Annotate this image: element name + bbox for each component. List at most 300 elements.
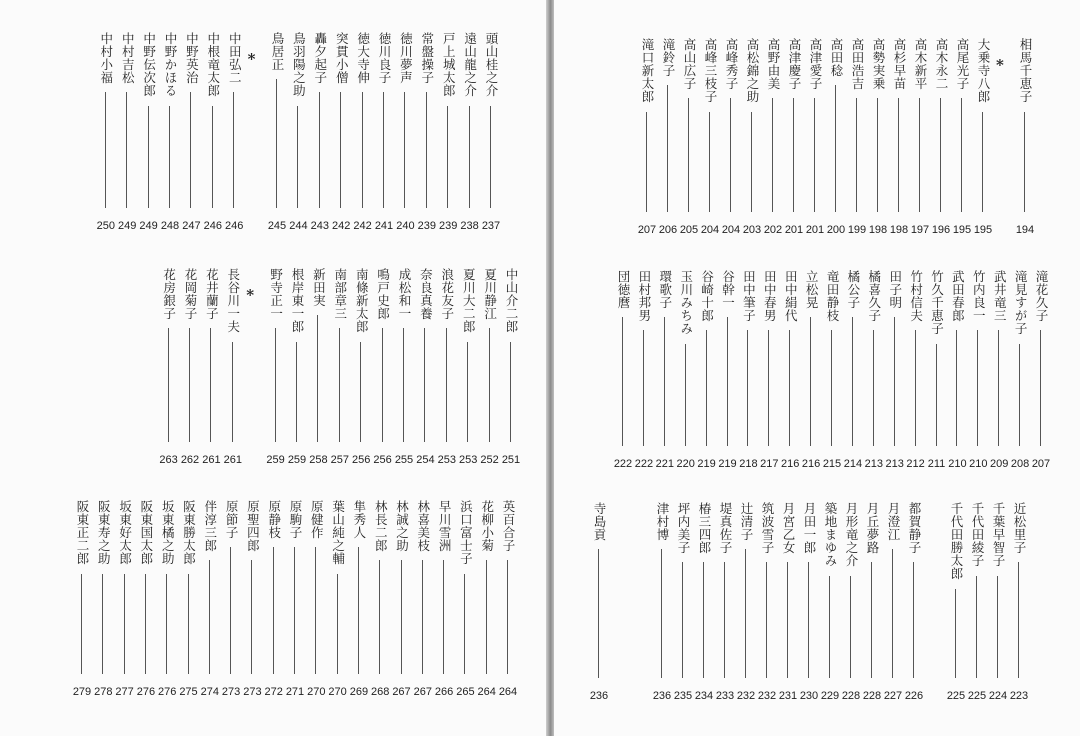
leader-line <box>276 79 277 209</box>
page-number: 216 <box>801 458 821 470</box>
leader-line <box>212 106 213 209</box>
entry-name: 高松錦之助 <box>745 38 760 103</box>
entry-name: 立松晃 <box>804 270 820 309</box>
leader-line <box>789 330 790 446</box>
entry-name: 原節子 <box>224 500 240 539</box>
index-entry <box>737 270 759 474</box>
entry-name: 月宮乙女 <box>781 502 796 554</box>
index-entry <box>951 38 973 240</box>
leader-line <box>148 106 149 209</box>
page-number: 259 <box>266 454 285 466</box>
index-entry <box>373 32 395 236</box>
leader-line <box>358 547 359 675</box>
index-entry <box>735 502 757 706</box>
index-entry <box>265 268 287 470</box>
index-entry <box>497 500 519 702</box>
index-entry <box>926 270 948 474</box>
page-number: 234 <box>694 690 714 702</box>
entry-name: 中田弘二 <box>227 32 243 84</box>
entry-name: 橘喜久子 <box>866 270 882 322</box>
index-entry <box>654 270 676 474</box>
leader-line <box>787 562 788 678</box>
index-entry <box>636 38 658 240</box>
page-number: 267 <box>392 686 411 698</box>
entry-name: 月澄江 <box>886 502 901 541</box>
entry-name: 筑波雪子 <box>760 502 775 554</box>
entry-name: 林長二郎 <box>373 500 389 552</box>
leader-line <box>362 92 363 208</box>
index-entry <box>783 38 805 240</box>
leader-line <box>126 92 127 208</box>
leader-line <box>209 560 210 674</box>
index-entry <box>287 32 309 236</box>
leader-line <box>643 330 644 446</box>
leader-line <box>467 342 468 443</box>
entry-name: 滝口新太郎 <box>640 38 655 103</box>
leader-line <box>961 98 962 212</box>
page-number: 232 <box>757 690 777 702</box>
entry-name: 南部章三 <box>332 268 348 320</box>
leader-line <box>230 547 231 675</box>
leader-line <box>275 328 276 442</box>
leader-line <box>852 317 853 447</box>
page-number: 262 <box>180 454 200 466</box>
index-entry <box>903 502 925 706</box>
page-number: 196 <box>931 224 951 236</box>
page-number: 207 <box>1031 458 1051 470</box>
entry-name: 田子明 <box>887 270 903 309</box>
entry-name: 武井竜三 <box>992 270 1008 322</box>
page-number: 241 <box>374 220 394 232</box>
index-entry <box>352 32 374 236</box>
index-entry <box>263 500 285 702</box>
index-entry <box>678 38 700 240</box>
index-entry <box>286 268 308 470</box>
index-entry <box>416 32 438 236</box>
index-entry <box>348 500 370 702</box>
entry-name: 高田稔 <box>829 38 844 77</box>
entry-name: 葉山純之輔 <box>330 500 346 565</box>
entry-name: 高峰三枝子 <box>703 38 718 103</box>
entry-name: 戸上城太郎 <box>441 32 457 97</box>
page-number: 204 <box>700 224 720 236</box>
index-entry <box>672 502 694 706</box>
entry-name: 原静枝 <box>266 500 282 539</box>
index-entry <box>821 270 843 474</box>
entry-name: 高野由美 <box>766 38 781 90</box>
index-entry <box>433 500 455 702</box>
leader-line <box>447 106 448 209</box>
entry-name: 轟夕起子 <box>312 32 328 84</box>
entry-name: 原健作 <box>309 500 325 539</box>
page-number: 208 <box>1010 458 1030 470</box>
page-number: 226 <box>904 690 924 702</box>
leader-line <box>730 98 731 212</box>
entry-name: 鳥居正 <box>270 32 285 71</box>
page-number: 218 <box>739 458 758 470</box>
leader-line <box>835 85 836 213</box>
entry-name: 阪東寿之助 <box>96 500 112 565</box>
entry-name: 高津愛子 <box>808 38 823 90</box>
page-number: 198 <box>868 224 888 236</box>
page-number: 237 <box>481 220 501 232</box>
entry-name: 遠山龍之介 <box>462 32 478 97</box>
index-entry <box>945 502 967 706</box>
page-number: 227 <box>883 690 903 702</box>
index-entry <box>223 32 245 236</box>
entry-name: 辻清子 <box>739 502 754 541</box>
page-number: 271 <box>285 686 305 698</box>
entry-name: 滝見すが子 <box>1013 270 1029 335</box>
leader-line <box>898 98 899 212</box>
index-entry <box>241 500 263 702</box>
index-entry <box>987 502 1009 706</box>
index-entry <box>798 502 820 706</box>
entry-name: 頭山桂之介 <box>484 32 499 97</box>
index-entry <box>200 268 222 470</box>
index-entry <box>756 502 778 706</box>
entry-name: 月丘夢路 <box>865 502 880 554</box>
entry-name: 成松和一 <box>397 268 412 320</box>
page-number: 231 <box>778 690 798 702</box>
page-number: 211 <box>927 458 946 470</box>
page-number: 194 <box>1015 224 1035 236</box>
entry-name: 高津慶子 <box>787 38 802 90</box>
index-entry <box>846 38 868 240</box>
entry-name: 高木永二 <box>934 38 949 90</box>
leader-line <box>892 549 893 679</box>
page-number: 195 <box>952 224 972 236</box>
leader-line <box>315 547 316 675</box>
page-number: 215 <box>822 458 842 470</box>
page-number: 210 <box>969 458 988 470</box>
entry-name: 田中絹代 <box>783 270 799 322</box>
index-entry <box>884 270 906 474</box>
leader-line <box>664 317 665 447</box>
page-number: 201 <box>805 224 825 236</box>
page-number: 238 <box>460 220 479 232</box>
entry-name: 椿三四郎 <box>697 502 712 554</box>
entry-name: 近松里子 <box>1012 502 1027 554</box>
leader-line <box>337 574 338 675</box>
index-entry <box>391 500 413 702</box>
leader-line <box>751 112 752 213</box>
entry-name: 坂東橘之助 <box>160 500 176 565</box>
page-number: 232 <box>736 690 756 702</box>
entry-name: 千代田綾子 <box>970 502 985 567</box>
page-number: 258 <box>309 454 328 466</box>
leader-line <box>661 549 662 679</box>
index-entry <box>199 500 221 702</box>
page-number: 225 <box>946 690 966 702</box>
leader-line <box>977 330 978 446</box>
index-entry <box>92 500 114 702</box>
page-number: 265 <box>456 686 475 698</box>
entry-name: 谷幹一 <box>720 270 736 309</box>
leader-line <box>622 317 623 447</box>
index-entry <box>612 270 634 474</box>
leader-line <box>982 112 983 213</box>
leader-line <box>976 576 977 679</box>
index-entry <box>842 270 864 474</box>
page-number: 270 <box>307 686 326 698</box>
page-number: 205 <box>679 224 699 236</box>
page-number: 267 <box>413 686 432 698</box>
leader-line <box>1040 330 1041 446</box>
page-number: 256 <box>373 454 392 466</box>
index-entry <box>414 268 436 470</box>
entry-name: 野寺正一 <box>268 268 284 320</box>
leader-line <box>998 330 999 446</box>
leader-line <box>317 315 318 443</box>
page-number: 200 <box>826 224 846 236</box>
entry-name: 伴淳三郎 <box>202 500 218 552</box>
index-entry <box>178 500 200 702</box>
page-number: 230 <box>799 690 819 702</box>
entry-name: 田中春男 <box>762 270 778 322</box>
page-number: 198 <box>889 224 909 236</box>
leader-line <box>490 106 491 209</box>
index-entry <box>588 502 610 706</box>
leader-line <box>997 576 998 679</box>
leader-line <box>745 549 746 679</box>
page-number: 225 <box>967 690 987 702</box>
entry-name: 高田浩吉 <box>850 38 865 90</box>
page-number: 233 <box>715 690 735 702</box>
entry-name: 阪東勝太郎 <box>181 500 197 565</box>
entry-name: 中野伝次郎 <box>141 32 157 97</box>
entry-name: 原駒子 <box>288 500 303 539</box>
index-entry <box>159 32 181 236</box>
index-entry <box>284 500 306 702</box>
entry-name: 団徳麿 <box>616 270 631 309</box>
leader-line <box>251 560 252 674</box>
leader-line <box>768 330 769 446</box>
index-entry <box>888 38 910 240</box>
index-entry <box>930 38 952 240</box>
leader-line <box>682 562 683 678</box>
entry-name: 中村小福 <box>98 32 114 84</box>
section-separator-star: * <box>246 286 255 304</box>
leader-line <box>379 560 380 674</box>
entry-name: 大乗寺八郎 <box>976 38 991 103</box>
entry-name: 坂東好太郎 <box>117 500 133 565</box>
index-entry <box>116 32 138 236</box>
index-entry <box>1008 502 1030 706</box>
index-entry <box>657 38 679 240</box>
index-entry <box>988 270 1010 474</box>
index-entry <box>741 38 763 240</box>
leader-line <box>382 328 383 442</box>
index-entry <box>758 270 780 474</box>
page-number: 256 <box>352 454 371 466</box>
index-entry <box>266 32 288 236</box>
entry-name: 徳川夢声 <box>398 32 414 84</box>
index-entry <box>699 38 721 240</box>
entry-name: 徳川良子 <box>377 32 392 84</box>
page-number: 264 <box>498 686 518 698</box>
index-entry <box>372 268 394 470</box>
entry-name: 花柳小菊 <box>479 500 495 552</box>
section-separator-star: * <box>996 56 1004 74</box>
leader-line <box>810 317 811 447</box>
page-number: 268 <box>371 686 390 698</box>
index-entry <box>480 32 502 236</box>
page-number: 209 <box>990 458 1009 470</box>
entry-name: 隼秀人 <box>351 500 367 539</box>
index-entry <box>867 38 889 240</box>
leader-line <box>446 328 447 442</box>
page-number: 235 <box>673 690 693 702</box>
leader-line <box>273 547 274 675</box>
page-number: 221 <box>655 458 674 470</box>
page-number: 249 <box>139 220 158 232</box>
leader-line <box>919 98 920 212</box>
leader-line <box>724 562 725 678</box>
page-number: 199 <box>847 224 867 236</box>
index-entry <box>909 38 931 240</box>
leader-line <box>166 574 167 675</box>
index-entry <box>476 500 498 702</box>
entry-name: 長谷川一夫 <box>225 268 241 333</box>
page-number: 247 <box>182 220 201 232</box>
page-number: 269 <box>349 686 369 698</box>
entry-name: 竜田静枝 <box>825 270 840 322</box>
index-entry <box>437 32 459 236</box>
leader-line <box>936 344 937 447</box>
leader-line <box>168 328 169 442</box>
entry-name: 中野英治 <box>184 32 200 84</box>
page-number: 275 <box>179 686 198 698</box>
index-entry <box>350 268 372 470</box>
leader-line <box>339 328 340 442</box>
leader-line <box>404 92 405 208</box>
page-number: 222 <box>634 458 654 470</box>
leader-line <box>856 98 857 212</box>
index-entry <box>329 268 351 470</box>
leader-line <box>232 342 233 443</box>
leader-line <box>709 112 710 213</box>
index-entry <box>393 268 415 470</box>
entry-name: 高峰秀子 <box>724 38 739 90</box>
index-entry <box>1030 270 1052 474</box>
leader-line <box>831 330 832 446</box>
entry-name: 早川雪洲 <box>437 500 453 552</box>
entry-name: 高勢実乗 <box>871 38 886 90</box>
leader-line <box>940 98 941 212</box>
index-entry <box>825 38 847 240</box>
entry-name: 都賀静子 <box>907 502 922 554</box>
index-entry <box>819 502 841 706</box>
leader-line <box>296 342 297 443</box>
entry-name: 林誠之助 <box>394 500 410 552</box>
index-entry <box>327 500 349 702</box>
index-entry <box>222 268 244 470</box>
leader-line <box>703 562 704 678</box>
page-number: 257 <box>330 454 349 466</box>
index-entry <box>394 32 416 236</box>
index-entry <box>412 500 434 702</box>
page-number: 224 <box>988 690 1008 702</box>
index-entry <box>180 32 202 236</box>
page-number: 255 <box>394 454 414 466</box>
leader-line <box>319 92 320 208</box>
index-entry <box>966 502 988 706</box>
page-number: 228 <box>841 690 861 702</box>
index-entry <box>779 270 801 474</box>
entry-name: 津村博 <box>655 502 670 541</box>
entry-name: 中根竜太郎 <box>205 32 221 97</box>
entry-name: 原聖四郎 <box>245 500 261 552</box>
leader-line <box>297 106 298 209</box>
entry-name: 浪花友子 <box>439 268 455 320</box>
page-number: 236 <box>652 690 672 702</box>
leader-line <box>189 328 190 442</box>
index-entry <box>633 270 655 474</box>
leader-line <box>685 344 686 447</box>
page-number: 219 <box>697 458 716 470</box>
leader-line <box>507 560 508 674</box>
leader-line <box>188 574 189 675</box>
leader-line <box>469 106 470 209</box>
index-entry <box>882 502 904 706</box>
leader-line <box>877 98 878 212</box>
page-number: 253 <box>459 454 478 466</box>
leader-line <box>233 92 234 208</box>
index-entry <box>305 500 327 702</box>
page-number: 214 <box>843 458 863 470</box>
entry-name: 常盤操子 <box>419 32 435 84</box>
index-entry <box>95 32 117 236</box>
entry-name: 月田一郎 <box>802 502 817 554</box>
index-entry <box>714 502 736 706</box>
page-number: 204 <box>721 224 741 236</box>
page-number: 216 <box>781 458 800 470</box>
leader-line <box>486 560 487 674</box>
index-entry <box>307 268 329 470</box>
page-number: 279 <box>72 686 92 698</box>
entry-name: 滝花久子 <box>1034 270 1049 322</box>
page-number: 278 <box>94 686 113 698</box>
page-number: 239 <box>439 220 458 232</box>
leader-line <box>747 330 748 446</box>
index-entry <box>840 502 862 706</box>
index-entry <box>309 32 331 236</box>
leader-line <box>510 342 511 443</box>
page-number: 202 <box>763 224 783 236</box>
index-entry <box>861 502 883 706</box>
leader-line <box>360 342 361 443</box>
index-entry <box>114 500 136 702</box>
entry-name: 高木新平 <box>913 38 928 90</box>
leader-line <box>489 328 490 442</box>
index-entry <box>436 268 458 470</box>
page-number: 228 <box>862 690 882 702</box>
leader-line <box>850 576 851 679</box>
entry-name: 林喜美枝 <box>415 500 431 552</box>
entry-name: 奈良真養 <box>418 268 434 320</box>
page-number: 219 <box>718 458 737 470</box>
index-entry <box>800 270 822 474</box>
index-entry <box>777 502 799 706</box>
entry-name: 花岡菊子 <box>183 268 198 320</box>
index-entry <box>202 32 224 236</box>
page-number: 270 <box>328 686 347 698</box>
leader-line <box>706 330 707 446</box>
entry-name: 突貫小僧 <box>334 32 350 84</box>
page-number: 277 <box>115 686 134 698</box>
entry-name: 千葉早智子 <box>991 502 1006 567</box>
